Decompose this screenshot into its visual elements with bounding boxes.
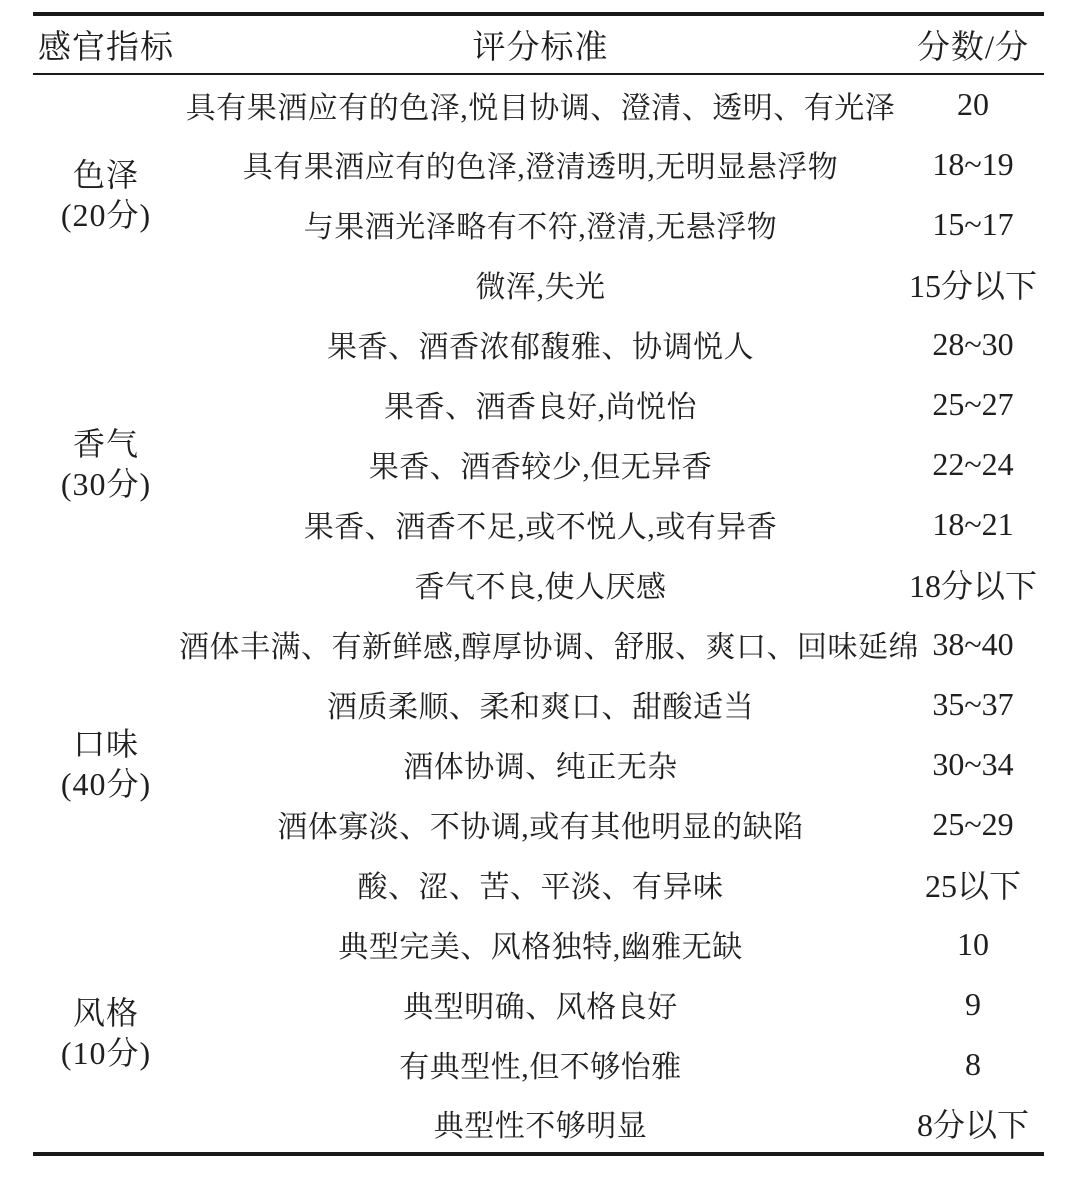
score-cell: 8分以下 xyxy=(916,1107,1029,1143)
group-points: (30分) xyxy=(60,466,152,502)
score-cell: 35~37 xyxy=(932,685,1014,722)
score-cell: 18分以下 xyxy=(908,568,1037,604)
score-cell: 22~24 xyxy=(932,445,1014,482)
score-cell: 25以下 xyxy=(924,868,1021,904)
group-label-seze xyxy=(33,74,179,314)
group-points: (20分) xyxy=(60,196,152,233)
score-cell: 28~30 xyxy=(932,325,1014,362)
group-label-xiangqi xyxy=(33,314,179,614)
group-points: (40分) xyxy=(60,766,152,802)
criteria-cell: 果香、酒香不足,或不悦人,或有异香 xyxy=(303,511,778,544)
header-row xyxy=(33,14,1044,74)
criteria-cell: 有典型性,但不够怡雅 xyxy=(399,1051,682,1084)
table-row xyxy=(33,914,1044,974)
table-row xyxy=(33,554,1044,614)
score-cell: 18~21 xyxy=(932,505,1014,542)
table-row xyxy=(33,194,1044,254)
table-row xyxy=(33,794,1044,854)
score-cell: 9 xyxy=(965,985,981,1022)
table-row xyxy=(33,614,1044,674)
criteria-cell: 果香、酒香良好,尚悦怡 xyxy=(384,391,697,424)
table-row xyxy=(33,254,1044,314)
criteria-cell: 与果酒光泽略有不符,澄清,无悬浮物 xyxy=(303,211,778,244)
table-row xyxy=(33,674,1044,734)
criteria-cell: 果香、酒香浓郁馥雅、协调悦人 xyxy=(327,331,754,364)
criteria-cell: 酒质柔顺、柔和爽口、甜酸适当 xyxy=(327,691,754,724)
score-cell: 15~17 xyxy=(932,205,1014,242)
criteria-cell: 酒体协调、纯正无杂 xyxy=(403,751,678,784)
group-name: 香气 xyxy=(72,426,139,462)
criteria-cell: 果香、酒香较少,但无异香 xyxy=(368,451,713,484)
header-score: 分数/分 xyxy=(916,30,1030,66)
group-label-kouwei xyxy=(33,614,179,914)
score-cell: 8 xyxy=(965,1045,981,1082)
table-row xyxy=(33,974,1044,1034)
table-row xyxy=(33,74,1044,134)
score-cell: 38~40 xyxy=(932,625,1014,662)
criteria-cell: 具有果酒应有的色泽,悦目协调、澄清、透明、有光泽 xyxy=(185,91,896,125)
table-row xyxy=(33,1094,1044,1154)
criteria-cell: 微浑,失光 xyxy=(475,271,606,304)
table-row xyxy=(33,434,1044,494)
header-criteria: 评分标准 xyxy=(472,30,609,66)
score-cell: 25~29 xyxy=(932,805,1014,842)
score-cell: 10 xyxy=(957,925,989,962)
score-cell: 30~34 xyxy=(932,745,1014,782)
score-cell: 18~19 xyxy=(932,145,1014,182)
criteria-cell: 典型完美、风格独特,幽雅无缺 xyxy=(338,931,743,964)
table-row xyxy=(33,854,1044,914)
table-row xyxy=(33,494,1044,554)
table-row xyxy=(33,314,1044,374)
criteria-cell: 典型性不够明显 xyxy=(433,1110,648,1143)
table-row xyxy=(33,734,1044,794)
table-row xyxy=(33,1034,1044,1094)
table-row xyxy=(33,134,1044,194)
group-points: (10分) xyxy=(60,1035,152,1071)
scoring-table-wrap xyxy=(33,12,1044,1156)
group-name: 风格 xyxy=(72,995,139,1031)
group-name: 口味 xyxy=(72,726,139,762)
score-cell: 15分以下 xyxy=(908,268,1037,304)
criteria-cell: 酒体丰满、有新鲜感,醇厚协调、舒服、爽口、回味延绵 xyxy=(179,631,919,664)
score-cell: 25~27 xyxy=(932,385,1014,422)
criteria-cell: 具有果酒应有的色泽,澄清透明,无明显悬浮物 xyxy=(242,151,839,184)
table-row xyxy=(33,374,1044,434)
criteria-cell: 香气不良,使人厌感 xyxy=(414,571,667,604)
group-name: 色泽 xyxy=(72,156,139,193)
criteria-cell: 典型明确、风格良好 xyxy=(403,991,678,1024)
criteria-cell: 酸、涩、苦、平淡、有异味 xyxy=(357,871,724,904)
score-cell: 20 xyxy=(957,86,989,122)
header-indicator: 感官指标 xyxy=(38,30,174,66)
scoring-table xyxy=(33,12,1044,1156)
group-label-fengge xyxy=(33,914,179,1154)
criteria-cell: 酒体寡淡、不协调,或有其他明显的缺陷 xyxy=(277,811,804,844)
